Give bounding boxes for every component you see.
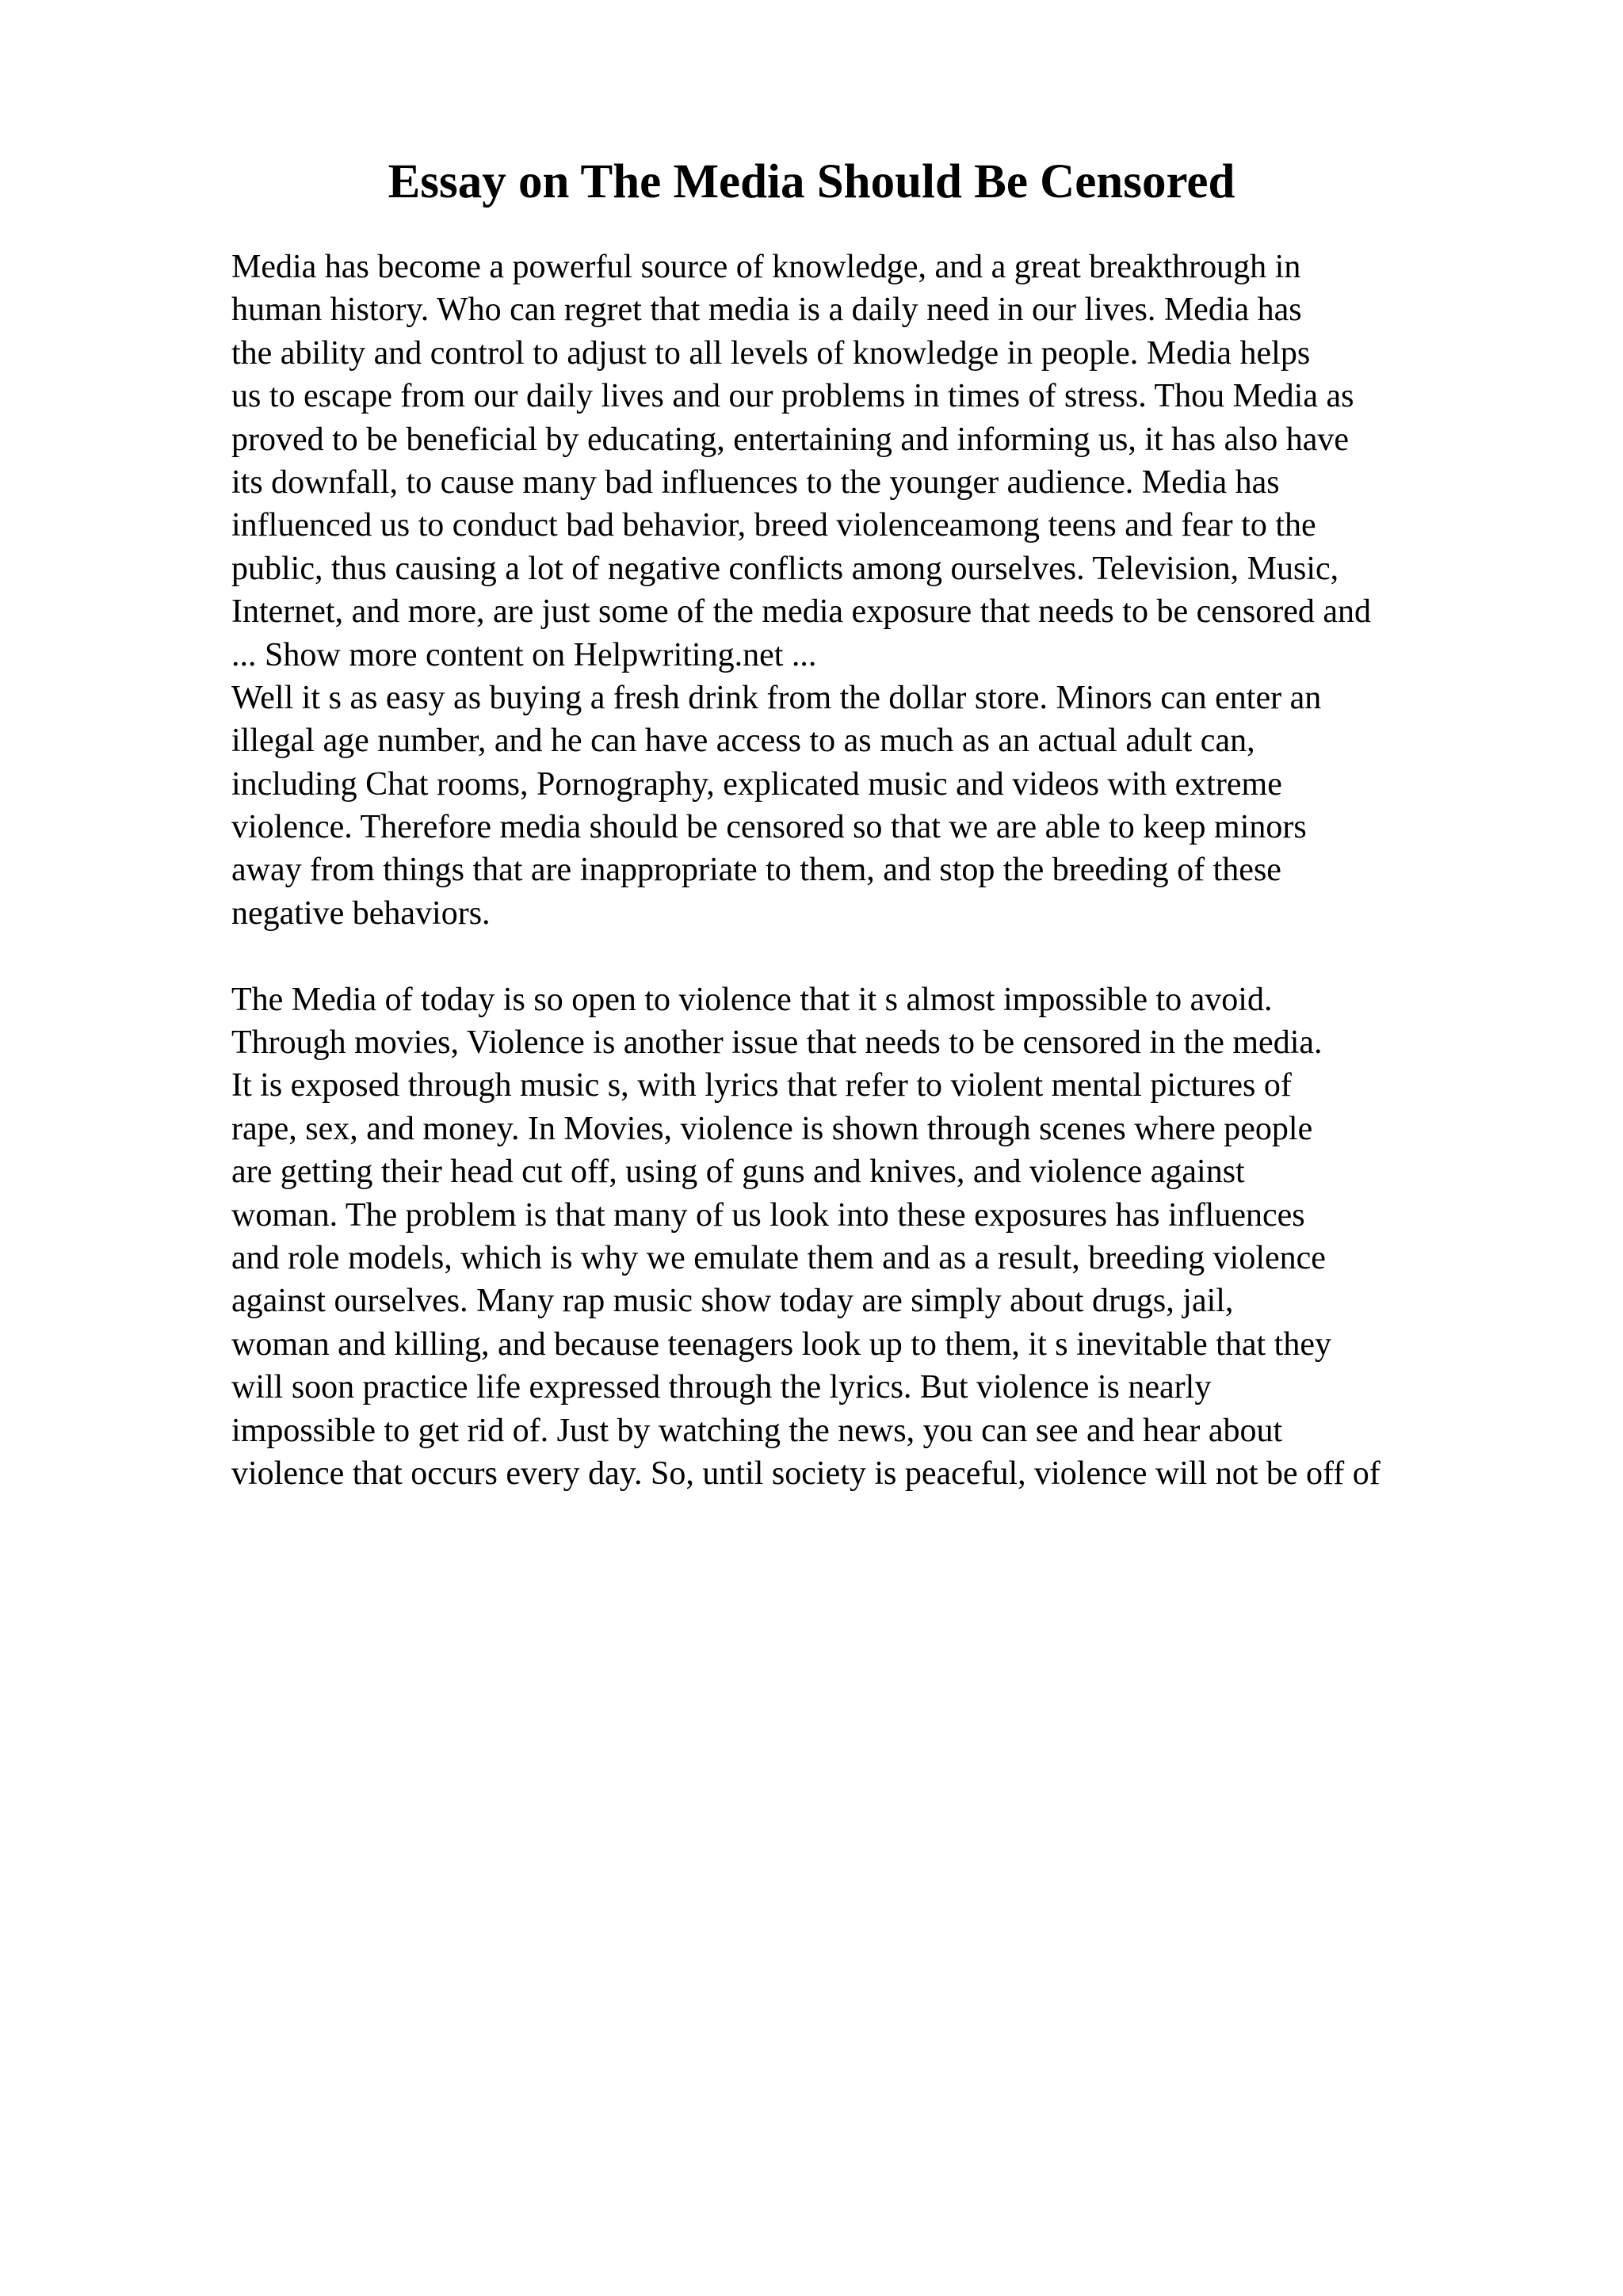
text-line: public, thus causing a lot of negative conflicts among ourselves. Television, Music, bbox=[231, 550, 1339, 587]
text-line: human history. Who can regret that media is a daily need in our lives. Media has bbox=[231, 292, 1302, 329]
paragraph-1 bbox=[231, 246, 1594, 677]
text-line: negative behaviors. bbox=[231, 894, 491, 932]
paragraph-gap bbox=[231, 935, 1594, 978]
text-line: the ability and control to adjust to all levels of knowledge in people. Media helps bbox=[231, 334, 1311, 372]
text-line: It is exposed through music s, with lyrics that refer to violent mental pictures of bbox=[231, 1067, 1292, 1104]
text-line: Media has become a powerful source of knowledge, and a great breakthrough in bbox=[231, 249, 1301, 285]
text-line: woman and killing, and because teenagers look up to them, it s inevitable that they bbox=[231, 1325, 1331, 1363]
text-line: woman. The problem is that many of us look into these exposures has influences bbox=[231, 1196, 1305, 1234]
show-more-line: ... Show more content on Helpwriting.net ... bbox=[231, 636, 817, 673]
text-line: The Media of today is so open to violence that it s almost impossible to avoid. bbox=[231, 981, 1273, 1018]
text-line: Well it s as easy as buying a fresh drink from the dollar store. Minors can enter an bbox=[231, 679, 1322, 716]
text-line: impossible to get rid of. Just by watching the news, you can see and hear about bbox=[231, 1412, 1283, 1449]
text-line: and role models, which is why we emulate them and as a result, breeding violence bbox=[231, 1239, 1326, 1276]
paragraph-3 bbox=[231, 978, 1594, 1496]
text-line: will soon practice life expressed through the lyrics. But violence is nearly bbox=[231, 1369, 1212, 1406]
text-line: violence that occurs every day. So, until society is peaceful, violence will not be off of bbox=[231, 1455, 1381, 1492]
text-line: away from things that are inappropriate to them, and stop the breeding of these bbox=[231, 852, 1281, 889]
text-line: illegal age number, and he can have access to as much as an actual adult can, bbox=[231, 723, 1255, 760]
text-line: proved to be beneficial by educating, entertaining and informing us, it has also have bbox=[231, 421, 1350, 458]
text-line: Through movies, Violence is another issue that needs to be censored in the media. bbox=[231, 1024, 1323, 1062]
text-line: Internet, and more, are just some of the media exposure that needs to be censored and bbox=[231, 593, 1371, 631]
text-line: are getting their head cut off, using of guns and knives, and violence against bbox=[231, 1154, 1245, 1191]
essay-title: Essay on The Media Should Be Censored bbox=[388, 155, 1235, 208]
text-line: violence. Therefore media should be censored so that we are able to keep minors bbox=[231, 809, 1307, 846]
text-line: us to escape from our daily lives and our problems in times of stress. Thou Media as bbox=[231, 378, 1354, 415]
text-line: its downfall, to cause many bad influences to the younger audience. Media has bbox=[231, 463, 1280, 501]
essay-body bbox=[231, 246, 1594, 1495]
text-line: against ourselves. Many rap music show today are simply about drugs, jail, bbox=[231, 1283, 1234, 1320]
text-line: rape, sex, and money. In Movies, violence is shown through scenes where people bbox=[231, 1110, 1313, 1147]
text-line: influenced us to conduct bad behavior, breed violenceamong teens and fear to the bbox=[231, 507, 1316, 544]
text-line: including Chat rooms, Pornography, explicated music and videos with extreme bbox=[231, 765, 1282, 803]
paragraph-2 bbox=[231, 677, 1594, 935]
